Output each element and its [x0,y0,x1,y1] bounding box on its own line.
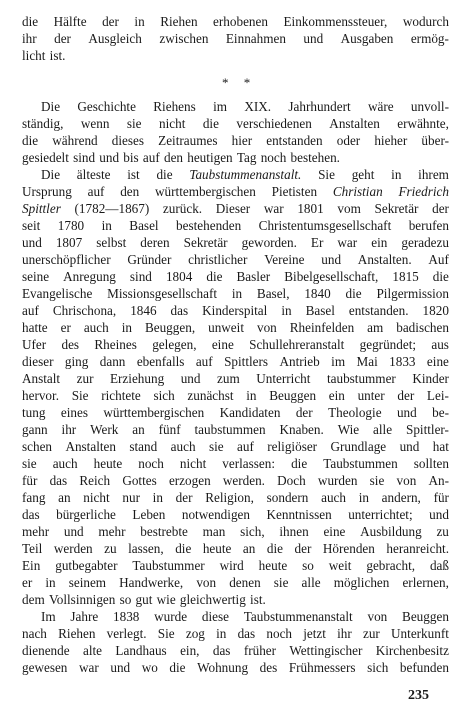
paragraph-taubstummenanstalt [22,166,449,608]
text-line: seine Anregung sind 1804 die Basler Bibelgesellschaft, 1815 die [22,269,449,284]
text-line: hervor. Sie richtete sich zunächst in Beuggen ein unter der Lei- [22,388,449,403]
text-line: licht ist. [22,48,66,63]
paragraph-einkommenssteuer [22,13,449,64]
text-line: nach Riehen verlegt. Sie zog in das noch jetzt ihr zur Unterkunft [22,626,449,641]
paragraph-jahre-1838 [22,608,449,676]
text-line: seit 1780 in Basel bestehenden Christentumsgesellschaft berufen [22,218,449,233]
text-line: ständig, wenn sie nicht die verschiedenen Anstalten erwähnte, [22,116,449,131]
text-line: Evangelische Missionsgesellschaft in Basel, 1840 die Pilgermission [22,286,449,301]
text-line: Die Geschichte Riehens im XIX. Jahrhundert wäre unvoll- [41,99,449,114]
text-line: für das Reich Gottes erzogen werden. Doch wurden sie von An- [22,473,449,488]
page-body [22,13,449,676]
text-line: die während dieses Zeitraumes hier entstanden oder hieher über- [22,133,449,148]
paragraph-geschichte-riehens [22,98,449,166]
text-line: Teil werden zu lassen, die heute an die der Hörenden heranreicht. [22,541,449,556]
text-line: ihr der Ausgleich zwischen Einnahmen und Ausgaben ermög- [22,31,449,46]
text-line: Spittler (1782—1867) zurück. Dieser war 1801 vom Sekretär der [22,201,449,216]
text-line: die Hälfte der in Riehen erhobenen Einkommenssteuer, wodurch [22,14,449,29]
text-line: gewesen war und wo die Wohnung des Frühmessers sich befunden [22,660,449,675]
text-line: das bürgerliche Leben notwendigen Kenntnissen unterrichtet; und [22,507,449,522]
text-line: hatte er auch in Beuggen, unweit von Rheinfelden am badischen [22,320,449,335]
text-line: er in seinem Handwerke, von denen sie alle möglichen erlernen, [22,575,449,590]
text-line: Ufer des Rheines gelegen, eine Schullehreranstalt gegründet; aus [22,337,449,352]
text-line: gesiedelt sind und bis auf den heutigen Tag noch bestehen. [22,150,340,165]
text-line: Die älteste ist die Taubstummenanstalt. Sie geht in ihrem [41,167,449,182]
text-line: Anstalt zur Erziehung und zum Unterricht taubstummer Kinder [22,371,449,386]
text-line: auf Chrischona, 1846 das Kinderspital in Basel entstanden. 1820 [22,303,449,318]
text-line: tung eines württembergischen Kandidaten der Theologie und be- [22,405,449,420]
page-number: 235 [408,688,429,703]
text-line: gann ihr Werk an fünf taubstummen Knaben. Wie alle Spittler- [22,422,449,437]
text-line: fang an nicht nur in der Religion, sondern auch in andern, für [22,490,449,505]
section-separator: * * [222,75,257,90]
text-line: dienende alte Landhaus ein, das früher Wettingischer Kirchenbesitz [22,643,449,658]
text-line: Ein gutbegabter Taubstummer wird heute so weit gebracht, daß [22,558,449,573]
text-line: sie auch heute noch nicht verlassen: die Taubstummen sollten [22,456,449,471]
text-line: mehr und mehr bestrebte man sich, ihnen eine Ausbildung zu [22,524,449,539]
text-line: dieser ging dann ebenfalls auf Spittlers Antrieb im Mai 1833 eine [22,354,449,369]
text-line: schen Anstalten stand auch sie auf religiöser Grundlage und hat [22,439,449,454]
text-line: Ursprung auf den württembergischen Pietisten Christian Friedrich [22,184,449,199]
text-line: Im Jahre 1838 wurde diese Taubstummenanstalt von Beuggen [41,609,449,624]
text-line: und 1807 selbst deren Sekretär geworden. Er war ein geradezu [22,235,449,250]
text-line: dem Vollsinnigen so gut wie gleichwertig ist. [22,592,266,607]
text-line: unerschöpflicher Gründer christlicher Vereine und Anstalten. Auf [22,252,449,267]
